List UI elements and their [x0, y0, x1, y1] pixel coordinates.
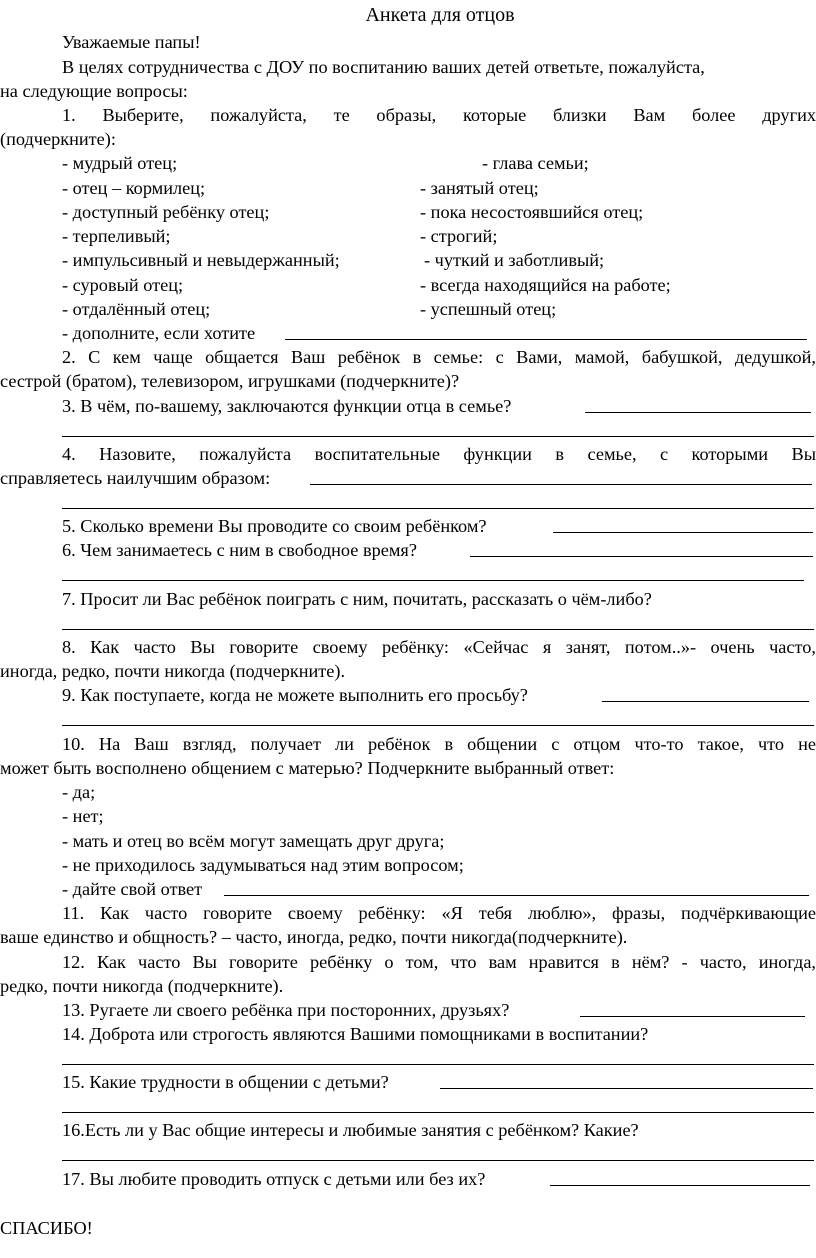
answer-line[interactable]: [580, 1016, 805, 1017]
option-left: - суровый отец;: [62, 275, 184, 295]
question-10-line-2: может быть восполнено общением с матерью? Подчеркните выбранный ответ:: [0, 758, 615, 778]
greeting: Уважаемые папы!: [62, 32, 201, 52]
question-5: 5. Сколько времени Вы проводите со своим ребёнком?: [62, 516, 487, 536]
question-12-line-2: редко, почти никогда (подчеркните).: [0, 976, 284, 996]
question-2-line-1: 2. С кем чаще общается Ваш ребёнок в семье: с Вами, мамой, бабушкой, дедушкой,: [62, 347, 816, 367]
option-right: - чуткий и заботливый;: [424, 250, 605, 270]
question-7: 7. Просит ли Вас ребёнок поиграть с ним, почитать, рассказать о чём-либо?: [62, 589, 652, 609]
answer-line[interactable]: [585, 412, 811, 413]
thanks-text: СПАСИБО!: [0, 1218, 93, 1238]
answer-option: - мать и отец во всём могут замещать друг друга;: [62, 831, 445, 851]
answer-line[interactable]: [285, 339, 807, 340]
option-add-row: [62, 321, 816, 345]
question-15: 15. Какие трудности в общении с детьми?: [62, 1072, 389, 1092]
option-left: - терпеливый;: [62, 226, 171, 246]
question-2-line-2: сестрой (братом), телевизором, игрушками (подчеркните)?: [0, 371, 460, 391]
question-3: 3. В чём, по-вашему, заключаются функции отца в семье?: [62, 396, 512, 416]
answer-line[interactable]: [62, 508, 814, 509]
answer-option: - не приходилось задумываться над этим вопросом;: [62, 855, 464, 875]
intro-line-1: В целях сотрудничества с ДОУ по воспитанию ваших детей ответьте, пожалуйста,: [62, 57, 705, 77]
question-6: 6. Чем занимаетесь с ним в свободное время?: [62, 540, 417, 560]
option-right: - глава семьи;: [482, 153, 589, 173]
option-left: - отец – кормилец;: [62, 178, 206, 198]
answer-line[interactable]: [62, 725, 814, 726]
option-left: - отдалённый отец;: [62, 299, 211, 319]
answer-line[interactable]: [550, 1185, 810, 1186]
document-title: Анкета для отцов: [365, 4, 515, 26]
option-right: - занятый отец;: [420, 178, 539, 198]
option-left: - мудрый отец;: [62, 153, 178, 173]
question-4-line-2: справляетесь наилучшим образом:: [0, 468, 271, 488]
option-right: - успешный отец;: [420, 299, 557, 319]
option-right: - строгий;: [420, 226, 498, 246]
answer-line[interactable]: [62, 1160, 814, 1161]
answer-line[interactable]: [470, 556, 813, 557]
option-right: - всегда находящийся на работе;: [420, 275, 671, 295]
intro-line-2: на следующие вопросы:: [0, 81, 188, 101]
question-9: 9. Как поступаете, когда не можете выполнить его просьбу?: [62, 685, 528, 705]
question-1-line-2: (подчеркните):: [0, 129, 116, 149]
option-right: - пока несостоявшийся отец;: [420, 202, 644, 222]
option-add-label: - дополните, если хотите: [62, 323, 256, 343]
option-row: [62, 151, 816, 175]
answer-line[interactable]: [62, 436, 814, 437]
answer-line[interactable]: [224, 895, 809, 896]
answer-line[interactable]: [62, 580, 804, 581]
question-4-line-1: 4. Назовите, пожалуйста воспитательные функции в семье, с которыми Вы: [62, 444, 816, 464]
answer-option: - нет;: [62, 806, 104, 826]
answer-line[interactable]: [602, 701, 809, 702]
answer-line[interactable]: [553, 532, 813, 533]
question-11-line-1: 11. Как часто говорите своему ребёнку: «Я тебя люблю», фразы, подчёркивающие: [62, 903, 816, 923]
answer-line[interactable]: [310, 484, 812, 485]
question-16: 16.Есть ли у Вас общие интересы и любимые занятия с ребёнком? Какие?: [62, 1120, 639, 1140]
answer-option: - да;: [62, 782, 96, 802]
answer-line[interactable]: [62, 629, 814, 630]
option-left: - импульсивный и невыдержанный;: [62, 250, 340, 270]
question-12-line-1: 12. Как часто Вы говорите ребёнку о том, что вам нравится в нём? - часто, иногда,: [62, 952, 816, 972]
answer-option: - дайте свой ответ: [62, 879, 203, 899]
question-1-line-1: 1. Выберите, пожалуйста, те образы, которые близки Вам более других: [62, 105, 816, 125]
question-11-line-2: ваше единство и общность? – часто, иногда, редко, почти никогда(подчеркните).: [0, 927, 628, 947]
answer-line[interactable]: [62, 1064, 814, 1065]
question-8-line-1: 8. Как часто Вы говорите своему ребёнку: «Сейчас я занят, потом..»- очень часто,: [62, 637, 816, 657]
question-13: 13. Ругаете ли своего ребёнка при посторонних, друзьях?: [62, 1000, 510, 1020]
question-17: 17. Вы любите проводить отпуск с детьми или без их?: [62, 1169, 486, 1189]
answer-line[interactable]: [62, 1112, 814, 1113]
question-10-line-1: 10. На Ваш взгляд, получает ли ребёнок в общении с отцом что-то такое, что не: [62, 734, 816, 754]
question-14: 14. Доброта или строгость являются Вашими помощниками в воспитании?: [62, 1024, 649, 1044]
question-8-line-2: иногда, редко, почти никогда (подчеркните).: [0, 661, 346, 681]
answer-line[interactable]: [440, 1088, 813, 1089]
option-left: - доступный ребёнку отец;: [62, 202, 270, 222]
